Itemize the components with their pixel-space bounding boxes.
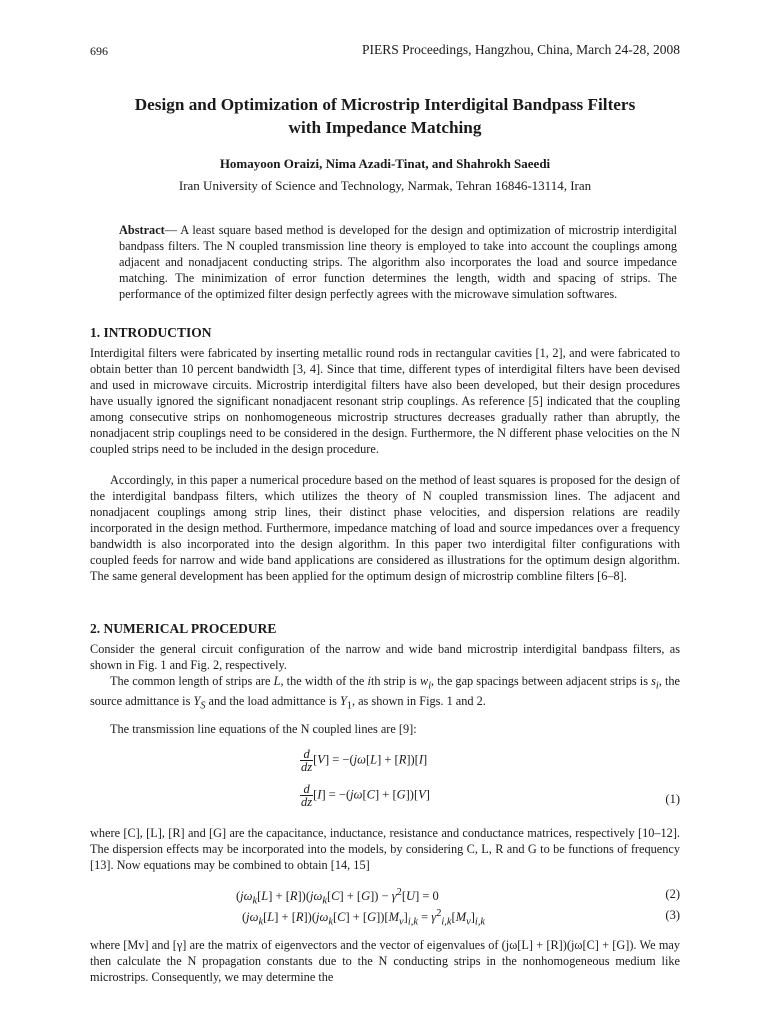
- numerical-paragraph-2: The common length of strips are L, the width of the ith strip is $w_i$, the gap spacings between adjacent strips is $s_i$, the source admittance is $Y_S$ and the load admittance is $Y_1$, as shown in Figs. 1 and 2.: [90, 674, 681, 712]
- intro-paragraph-1: Interdigital filters were fabricated by inserting metallic round rods in rectangular cavities [1, 2], and were fabricated to obtain better than 10 percent bandwidth [3, 4]. Since that time, different types of interdigital filters have been devised and used in microwave circuits. Microstrip interdigital filters have also been developed, but their design procedures have usually ignored the significant nonadjacent resonant strip couplings. As reference [5] indicated that the coupling among consecutive strips on nonhomogeneous microstrip structures decreases gradually rather than abruptly, the nonadjacent strip couplings need to be considered in the design. Furthermore, the N different phase velocities on the N coupled strips need to be included in the design procedure.: [90, 346, 680, 456]
- intro-paragraph-2: Accordingly, in this paper a numerical procedure based on the method of least squares is proposed for the design of the interdigital bandpass filters, which utilizes the theory of N coupled transmission lines. The adjacent and nonadjacent couplings among strip lines, their distinct phase velocities, and dispersion relations are readily incorporated in the design method. Furthermore, impedance matching of load and source impedances over a frequency bandwidth is also incorporated into the design algorithm. In this paper two interdigital filter configurations with coupled feeds for narrow and wide band applications are considered as illustrations for the optimum design algorithm. The same general development has been applied for the optimum design of microstrip combline filters [6–8].: [90, 473, 680, 583]
- equation-3-number: (3): [665, 908, 680, 922]
- numerical-paragraph-3: The transmission line equations of the N coupled lines are [9]:: [110, 722, 417, 736]
- abstract-label: Abstract: [119, 223, 165, 237]
- equation-2-number: (2): [665, 887, 680, 901]
- paper-title: [60, 93, 710, 139]
- abstract: [119, 222, 677, 302]
- equation-2: $(j\omega_k[L] + [R])(j\omega_k[C] + [G]) - \gamma^2[U] = 0$: [236, 887, 439, 907]
- numerical-paragraph-1: Consider the general circuit configuration of the narrow and wide band microstrip interdigital bandpass filters, as shown in Fig. 1 and Fig. 2, respectively.: [90, 642, 680, 672]
- section-heading-introduction: 1. INTRODUCTION: [90, 325, 212, 340]
- abstract-text: — A least square based method is developed for the design and optimization of microstrip interdigital bandpass filters. The N coupled transmission line theory is employed to take into account the couplings among adjacent and nonadjacent conducting strips. The algorithm also incorporates the load and source impedance matching. The minimization of error function determines the length, width and spacing of strips. The performance of the optimized filter design perfectly agrees with the microwave simulation softwares.: [119, 223, 677, 302]
- running-header: PIERS Proceedings, Hangzhou, China, March 24-28, 2008: [362, 42, 680, 57]
- equation-1b: $\frac{d}{dz}$ [I] = −(jω[C] + [G])[V]: [301, 782, 430, 809]
- page-number: 696: [90, 44, 108, 58]
- numerical-paragraph-5: where [Mv] and [γ] are the matrix of eigenvectors and the vector of eigenvalues of (jω[L] + [R])(jω[C] + [G]). We may then calculate the N propagation constants due to the N conducting strips in the nonhomogeneous medium like microstrips. Consequently, we may determine the: [90, 938, 680, 984]
- title-line-2: with Impedance Matching: [288, 118, 482, 137]
- equation-1a: $\frac{d}{dz}$ [V] = −(jω[L] + [R])[I]: [301, 747, 428, 774]
- equation-3: $(j\omega_k[L] + [R])(j\omega_k[C] + [G])[M_v]_{i,k} = \gamma^2_{i,k}[M_v]_{i,k}$: [242, 908, 486, 928]
- numerical-paragraph-4: where [C], [L], [R] and [G] are the capacitance, inductance, resistance and conductance matrices, respectively [10–12]. The dispersion effects may be incorporated into the models, by considering C, L, R and G to be functions of frequency [13]. Now equations may be combined to obtain [14, 15]: [90, 826, 680, 872]
- affiliation: Iran University of Science and Technology, Narmak, Tehran 16846-13114, Iran: [178, 178, 592, 193]
- section-heading-numerical: 2. NUMERICAL PROCEDURE: [90, 621, 277, 636]
- equation-1-number: (1): [665, 792, 680, 806]
- title-line-1: Design and Optimization of Microstrip Interdigital Bandpass Filters: [134, 95, 636, 114]
- paper-page: [90, 0, 680, 1024]
- author-list: Homayoon Oraizi, Nima Azadi-Tinat, and Shahrokh Saeedi: [219, 156, 551, 171]
